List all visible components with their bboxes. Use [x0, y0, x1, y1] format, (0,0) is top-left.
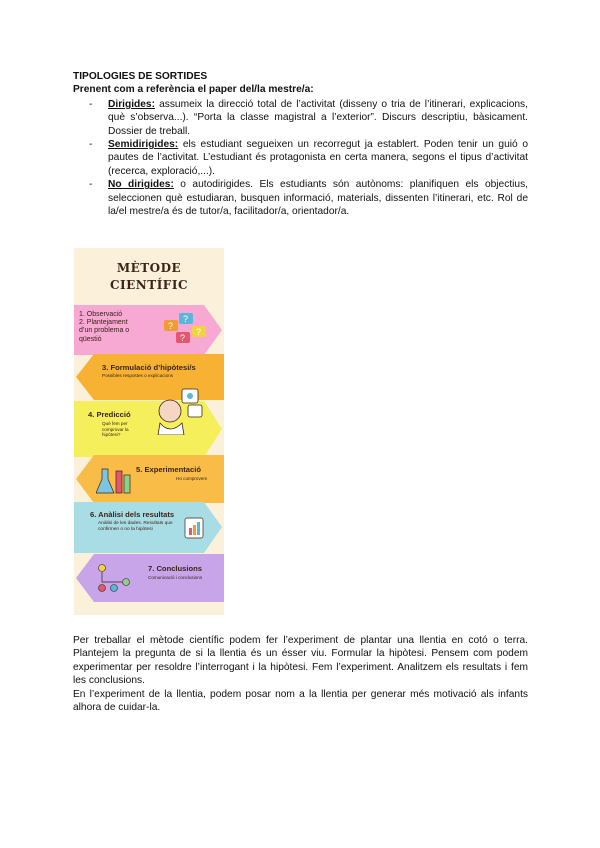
bullet-text: els estudiant segueixen un recorregut ja establert. Poden tenir un guió o pautes de l’activitat. L’estudiant és protagonista en certa manera, segons el tipus d’activitat (recerca, exploració,...). [108, 139, 528, 177]
infographic-title [74, 260, 224, 294]
step-title: 6. Anàlisi dels resultats [90, 510, 175, 519]
svg-text:?: ? [168, 321, 174, 331]
infographic-title-line: CIENTÍFIC [109, 278, 188, 292]
step-title: 1. Observació 2. Plantejament d’un problema o qüestió [79, 311, 130, 343]
step-subtitle: Comunicació i conclusions [148, 575, 203, 580]
bullet-text: o autodirigides. Els estudiants són autònoms: planifiquen els objectius, seleccionen què estudiaran, busquen informació, materials, dissenten l’itinerari, etc. Rol de la/el mestre/a és de tutor/a, facilitador/a, orientador/a. [108, 179, 528, 218]
bullet-term: Semidirigides: [108, 139, 179, 151]
step-title: 3. Formulació d’hipòtesi/s [102, 363, 196, 372]
clipboard-chart-icon [182, 516, 208, 540]
bullet-term: No dirigides: [108, 179, 174, 191]
list-item: - Dirigides: assumeix la direcció total de l’activitat (disseny o tria de l’itinerari, explicacions, què s’observa...). “Porta la classe magistral a l’exterior”. Discurs descriptiu, bàsicament. Dossier de treball. [89, 98, 528, 137]
scientific-method-infographic [74, 248, 224, 615]
section-heading: TIPOLOGIES DE SORTIDES [73, 71, 208, 82]
step-results-analysis [74, 502, 224, 553]
paragraph: En l’experiment de la llentia, podem posar nom a la llentia per generar més motivació als infants alhora de cuidar-la. [73, 688, 528, 714]
paragraph: Per treballar el mètode científic podem fer l’experiment de plantar una llentia en cotó o terra. Plantejem la pregunta de si la llentia és un ésser viu. Formular la hipòtesi. Pensem com podem experimentar per resoldre l’interrogant i la hipòtesi. Fem l’experiment. Analitzem els resultats i fem les conclusions. [73, 635, 528, 687]
thinking-person-icon [150, 383, 206, 435]
svg-text:?: ? [196, 327, 202, 337]
step-title: 4. Predicció [88, 410, 131, 419]
step-subtitle: Anàlisi de les dades. Resultats que confirmen o no la hipòtesi [98, 521, 173, 532]
step-subtitle: Possibles respostes o explicacions [102, 373, 173, 378]
question-speech-bubbles-icon [162, 310, 212, 350]
section-subheading: Prenent com a referència el paper del/la mestre/a: [73, 84, 314, 96]
document-section [73, 70, 528, 218]
step-experimentation [74, 455, 224, 503]
lab-flasks-icon [96, 465, 136, 499]
bullet-term: Dirigides: [108, 98, 155, 110]
step-observation [74, 305, 224, 355]
list-item: - No dirigides: o autodirigides. Els estudiants són autònoms: planifiquen els objectius, seleccionen què estudiaran, busquen informació, materials, dissenten l’itinerari, etc. Rol de la/el mestre/a és de tutor/a, facilitador/a, orientador/a. [89, 179, 528, 218]
experiment-description [73, 634, 528, 714]
step-subtitle: Què fem per comprovar la hipòtesi? [102, 421, 129, 438]
bullet-text: assumeix la direcció total de l’activitat (disseny o tria de l’itinerari, explicacions, què s’observa...). “Porta la classe magistral a l’exterior”. Discurs descriptiu, bàsicament. Dossier de treball. [108, 98, 528, 137]
process-flow-icon [94, 560, 134, 596]
svg-text:?: ? [180, 333, 186, 343]
bullet-list [73, 98, 528, 219]
step-subtitle: Ho comprovem [176, 476, 208, 481]
step-conclusions [74, 554, 224, 602]
infographic-title-line: MÈTODE [116, 261, 182, 275]
step-title: 5. Experimentació [136, 465, 201, 474]
step-prediction [74, 401, 224, 457]
list-item: - Semidirigides: els estudiant segueixen un recorregut ja establert. Poden tenir un guió o pautes de l’activitat. L’estudiant és protagonista en certa manera, segons el tipus d’activitat (recerca, exploració,...). [89, 139, 528, 177]
step-title: 7. Conclusions [148, 564, 203, 573]
svg-text:?: ? [183, 314, 189, 324]
